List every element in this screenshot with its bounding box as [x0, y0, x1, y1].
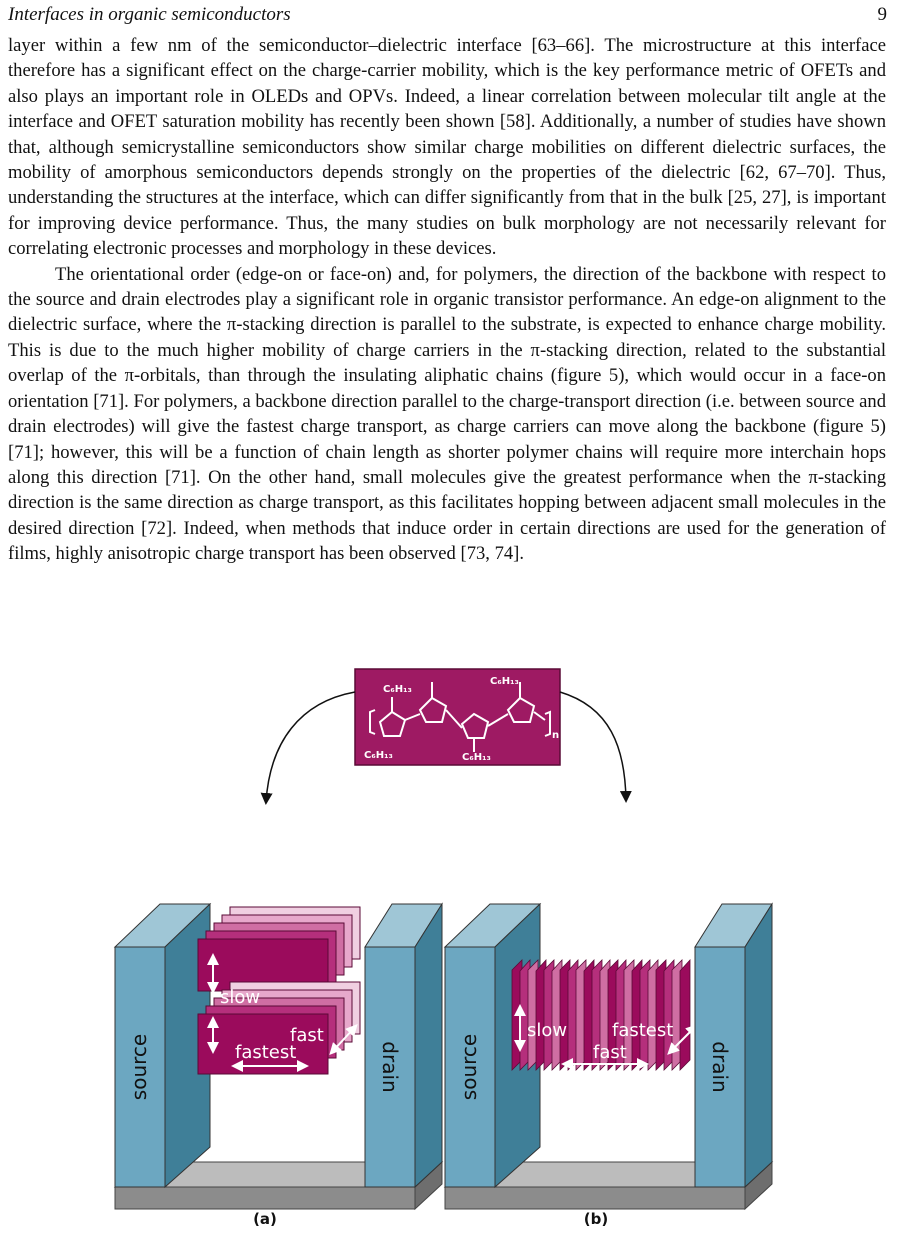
source-label: source	[457, 1033, 481, 1101]
figure-5	[100, 652, 800, 1227]
fast-label: fast	[593, 1042, 627, 1063]
substituent-label: C₆H₁₃	[383, 684, 412, 695]
arrow-to-panel-a	[266, 692, 355, 802]
drain-electrode-side	[415, 904, 442, 1187]
panel-b	[445, 904, 772, 1227]
substrate-front	[115, 1187, 415, 1209]
page-header	[8, 4, 887, 30]
polythiophene-structure	[355, 669, 560, 765]
panel-a	[115, 904, 442, 1227]
substrate-front	[445, 1187, 745, 1209]
substituent-label: C₆H₁₃	[490, 676, 519, 687]
substituent-label: C₆H₁₃	[364, 750, 393, 761]
fast-label: fast	[290, 1025, 324, 1046]
substituent-label: C₆H₁₃	[462, 752, 491, 763]
paragraph: layer within a few nm of the semiconductor–dielectric interface [63–66]. The microstructure at this interface therefore has a significant effect on the charge-carrier mobility, which is the key performance metric of OFETs and also plays an important role in OLEDs and OPVs. Indeed, a linear correlation between molecular tilt angle at the interface and OFET saturation mobility has recently been shown [58]. Additionally, a number of studies have shown that, although semicrystalline semiconductors show similar charge mobilities on different dielectric surfaces, the mobility of amorphous semiconductors depends strongly on the properties of the dielectric [62, 67–70]. Thus, understanding the structures at the interface, which can differ significantly from that in the bulk [25, 27], is important for improving device performance. Thus, the many studies on bulk morphology are not necessarily relevant for correlating electronic processes and morphology in these devices.	[8, 35, 886, 260]
panel-b-label: (b)	[583, 1210, 609, 1227]
page-number: 9	[877, 4, 887, 25]
paragraph: The orientational order (edge-on or face-on) and, for polymers, the direction of the backbone with respect to the source and drain electrodes play a significant role in organic transistor performance. An edge-on alignment to the dielectric surface, where the π-stacking direction is parallel to the substrate, is expected to enhance charge mobility. This is due to the much higher mobility of charge carriers in the π-stacking direction, related to the substantial overlap of the π-orbitals, than through the insulating aliphatic chains (figure 5), which would occur in a face-on orientation [71]. For polymers, a backbone direction parallel to the charge-transport direction (i.e. between source and drain electrodes) will give the fastest charge transport, as charge carriers can move along the backbone (figure 5) [71]; however, this will be a function of chain length as shorter polymer chains will require more interchain hops along this direction [71]. On the other hand, small molecules give the greatest performance when the π-stacking direction is the same direction as charge transport, as this facilitates hopping between adjacent small molecules in the desired direction [72]. Indeed, when methods that induce order in certain directions are used for the generation of films, highly anisotropic charge transport has been observed [73, 74].	[8, 263, 886, 565]
lamella	[680, 960, 690, 1070]
panel-a-label: (a)	[253, 1210, 277, 1227]
running-title: Interfaces in organic semiconductors	[8, 4, 291, 25]
figure-svg	[100, 652, 800, 1227]
repeat-unit-label: n	[552, 730, 560, 741]
arrow-to-panel-b	[560, 692, 626, 800]
body-text	[8, 33, 886, 567]
drain-electrode-side	[745, 904, 772, 1187]
drain-label: drain	[378, 1041, 402, 1093]
fastest-label: fastest	[235, 1042, 297, 1063]
slow-label: slow	[527, 1020, 568, 1041]
fastest-label: fastest	[612, 1020, 674, 1041]
source-label: source	[127, 1033, 151, 1101]
slow-label: slow	[220, 987, 261, 1008]
drain-label: drain	[708, 1041, 732, 1093]
